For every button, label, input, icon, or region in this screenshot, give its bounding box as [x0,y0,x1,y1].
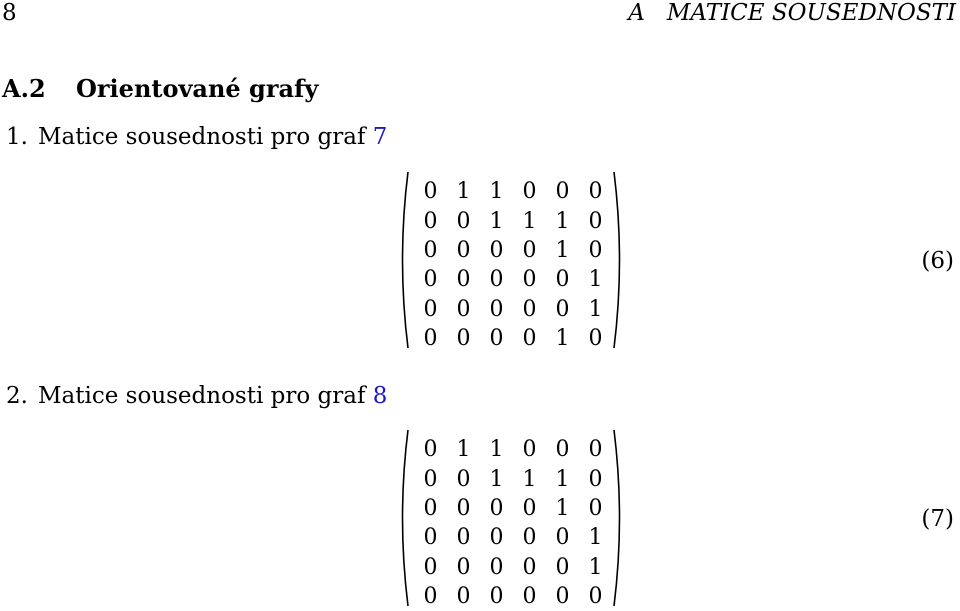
matrix-cell: 1 [555,466,570,492]
matrix-row [414,494,612,523]
matrix-cell: 0 [456,525,471,551]
matrix-cell: 0 [489,326,504,352]
matrix-cell: 0 [555,179,570,205]
list-item-number: 2. [6,383,28,409]
equation-number: (6) [921,248,954,274]
matrix-cell: 0 [423,466,438,492]
matrix-cell: 1 [489,179,504,205]
matrix-cell: 0 [456,554,471,580]
matrix-row [414,464,612,493]
matrix-cell: 0 [456,495,471,521]
left-parenthesis [396,428,410,608]
matrix-cell: 0 [423,326,438,352]
matrix-cell: 1 [522,466,537,492]
matrix-cell: 0 [489,495,504,521]
matrix-cell: 0 [423,179,438,205]
matrix-cell: 1 [588,525,603,551]
matrix-row [414,265,612,294]
section-heading [2,74,318,103]
matrix-cell: 0 [588,437,603,463]
matrix-cell: 0 [555,437,570,463]
matrix-cell: 0 [423,267,438,293]
matrix-cell: 0 [588,495,603,521]
matrix-cell: 0 [489,554,504,580]
list-item [0,124,387,150]
matrix-cell: 0 [588,208,603,234]
matrix-cell: 0 [489,296,504,322]
matrix-cell: 0 [456,326,471,352]
matrix-cell: 1 [588,296,603,322]
matrix-cell: 0 [489,584,504,610]
matrix-cell: 0 [522,237,537,263]
left-parenthesis [396,170,410,350]
matrix-cell: 0 [522,296,537,322]
matrix-cell: 0 [456,208,471,234]
right-parenthesis [612,170,626,350]
graph-reference-link[interactable]: 7 [372,124,388,150]
matrix-cell: 1 [489,466,504,492]
matrix-row [414,177,612,206]
adjacency-matrix [396,428,626,608]
matrix-cell: 0 [555,584,570,610]
matrix-cell: 0 [456,237,471,263]
matrix-row [414,324,612,353]
matrix-cell: 1 [456,437,471,463]
matrix-cell: 1 [555,237,570,263]
matrix-cell: 1 [555,495,570,521]
matrix-cell: 1 [588,554,603,580]
matrix-cell: 0 [588,466,603,492]
matrix-cell: 0 [522,267,537,293]
matrix-cell: 0 [456,584,471,610]
right-parenthesis [612,428,626,608]
list-item [0,383,387,409]
matrix-cell: 1 [456,179,471,205]
matrix-cell: 0 [522,554,537,580]
matrix-cell: 1 [489,208,504,234]
running-head: A MATICE SOUSEDNOSTI [628,0,956,26]
section-number: A.2 [2,74,46,103]
matrix-cell: 0 [456,466,471,492]
matrix-row [414,236,612,265]
matrix-row [414,295,612,324]
list-item-number: 1. [6,124,28,150]
matrix-cell: 0 [555,296,570,322]
matrix-cell: 0 [423,208,438,234]
matrix-cell: 0 [588,326,603,352]
matrix-cell: 0 [423,525,438,551]
matrix-cell: 0 [456,296,471,322]
matrix-cell: 0 [456,267,471,293]
matrix-cell: 0 [489,237,504,263]
matrix-cell: 0 [522,584,537,610]
equation-number: (7) [921,506,954,532]
matrix-cell: 0 [522,179,537,205]
matrix-body [414,177,612,353]
page-number: 8 [2,0,17,26]
matrix-cell: 1 [555,208,570,234]
matrix-cell: 0 [423,237,438,263]
matrix-cell: 0 [423,584,438,610]
matrix-row [414,553,612,582]
matrix-cell: 0 [588,584,603,610]
graph-reference-link[interactable]: 8 [372,383,388,409]
matrix-cell: 0 [489,525,504,551]
matrix-row [414,435,612,464]
matrix-cell: 0 [588,237,603,263]
matrix-cell: 1 [588,267,603,293]
adjacency-matrix [396,170,626,350]
matrix-row [414,523,612,552]
matrix-cell: 0 [522,437,537,463]
matrix-cell: 0 [555,525,570,551]
matrix-cell: 0 [522,326,537,352]
matrix-cell: 0 [555,267,570,293]
matrix-cell: 0 [423,296,438,322]
matrix-cell: 1 [489,437,504,463]
matrix-cell: 0 [489,267,504,293]
list-item-text: Matice sousednosti pro graf [38,124,373,150]
matrix-cell: 0 [588,179,603,205]
matrix-cell: 1 [555,326,570,352]
matrix-cell: 0 [555,554,570,580]
matrix-cell: 0 [522,495,537,521]
matrix-cell: 0 [423,495,438,521]
matrix-cell: 0 [522,525,537,551]
matrix-body [414,435,612,611]
matrix-row [414,206,612,235]
matrix-cell: 0 [423,554,438,580]
section-title: Orientované grafy [76,74,319,103]
list-item-text: Matice sousednosti pro graf [38,383,373,409]
matrix-cell: 1 [522,208,537,234]
matrix-cell: 0 [423,437,438,463]
